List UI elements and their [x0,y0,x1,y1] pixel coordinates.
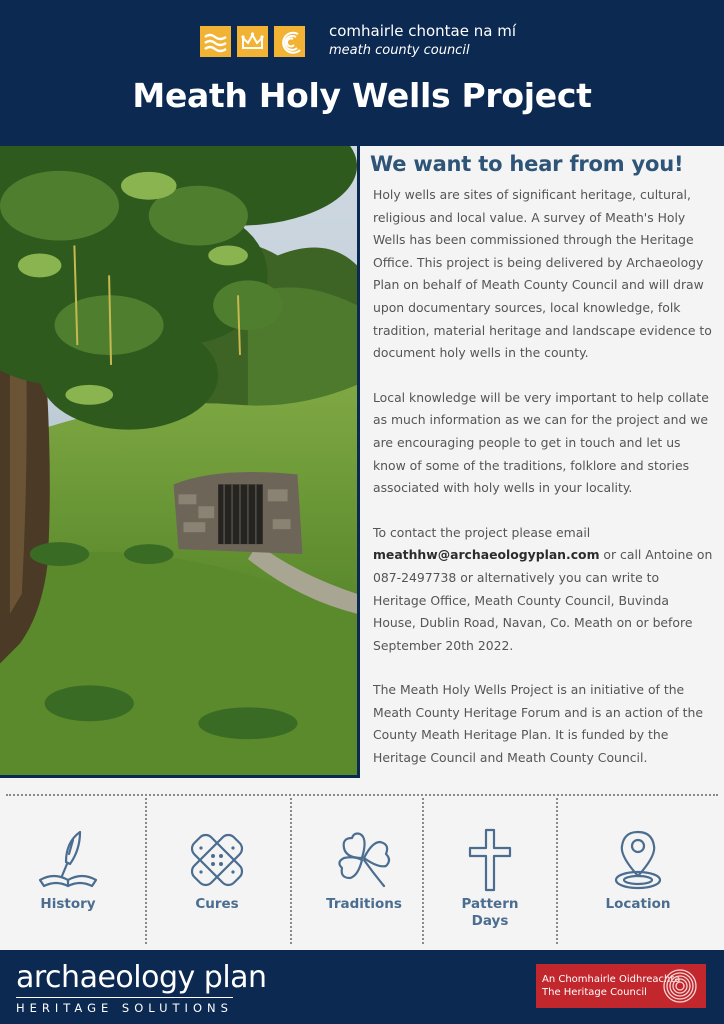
heritage-council-names [542,973,680,999]
council-name-irish: comhairle chontae na mí [329,22,516,40]
dotted-divider [145,798,147,944]
footer [0,950,724,1024]
crown-icon [237,26,268,57]
topic-pattern-days [430,828,550,930]
cross-icon [458,828,522,892]
contact-email-link[interactable]: meathhw@archaeologyplan.com [373,547,600,563]
shamrock-icon [332,828,396,892]
topic-label: Traditions [326,896,402,912]
section-heading: We want to hear from you! [370,152,684,176]
topic-cures [157,828,277,913]
topics-band [0,792,724,948]
map-pin-icon [606,828,670,892]
local-knowledge-paragraph: Local knowledge will be very important to help collate as much information as we can for the project and we are encouraging people to get in touch and let us know of some of the traditions, folklore and stories associated with holy wells in your locality. [373,389,709,496]
dotted-divider [290,798,292,944]
funding-paragraph: The Meath Holy Wells Project is an initiative of the Meath County Heritage Forum and is an action of the County Meath Heritage Plan. It is funded by the Heritage Council and Meath County Council. [373,682,703,766]
dotted-divider [556,798,558,944]
heritage-council-irish: An Chomhairle Oidhreachta [542,974,681,985]
top-dotted-divider [6,794,718,796]
intro-paragraph: Holy wells are sites of significant heritage, cultural, religious and local value. A survey of Meath's Holy Wells has been commissioned through the Heritage Office. This project is being delivered by Archaeology Plan on behalf of Meath County Council and will draw upon documentary sources, local knowledge, folk tradition, material heritage and landscape evidence to document holy wells in the county. [373,187,712,361]
holy-well-photo [0,146,360,778]
council-names [329,22,516,60]
header [0,0,724,146]
archaeology-plan-logo: archaeology plan [16,960,267,995]
page-title: Meath Holy Wells Project [132,76,592,115]
archaeology-plan-tagline: HERITAGE SOLUTIONS [16,997,233,1015]
council-name-english: meath county council [329,43,470,58]
fingerprint-icon [662,968,698,1004]
heritage-council-english: The Heritage Council [542,987,647,998]
contact-paragraph [370,522,714,658]
contact-text-after: or call Antoine on 087-2497738 or alternatively you can write to Heritage Office, Meath County Council, Buvinda House, Dublin Road, Navan, Co. Meath on or before September 20th 2022. [373,547,713,653]
main-content [370,146,714,792]
waves-icon [200,26,231,57]
quill-book-icon [36,828,100,892]
topic-label: History [40,896,96,912]
topic-label: Pattern Days [461,896,519,929]
heritage-council-logo [536,964,706,1008]
contact-text-before: To contact the project please email [373,524,591,540]
topic-label: Location [605,896,671,912]
bandage-icon [185,828,249,892]
spiral-icon [274,26,305,57]
topic-history [8,828,128,913]
topic-location [578,828,698,913]
council-logo [200,22,516,60]
topic-traditions [304,828,424,913]
topic-label: Cures [195,896,239,912]
